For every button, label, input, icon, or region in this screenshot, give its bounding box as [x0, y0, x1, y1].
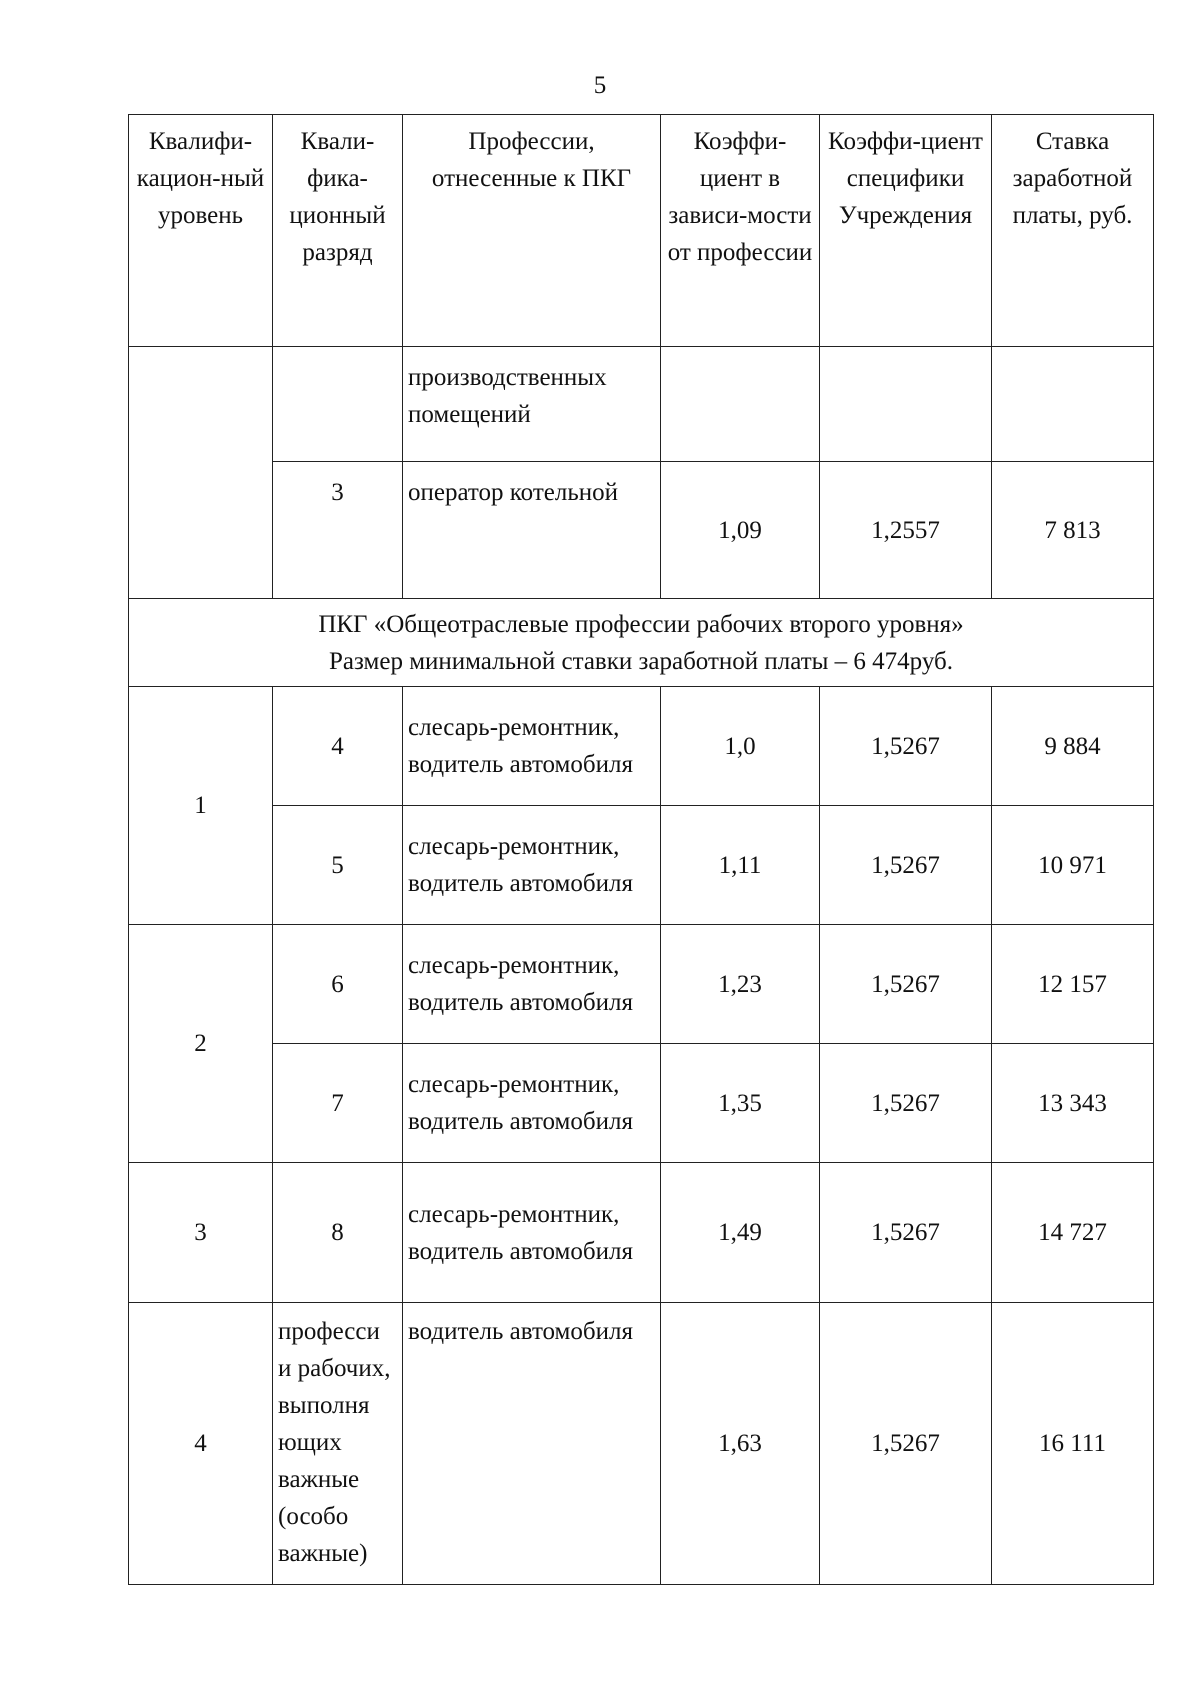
coef-profession-cell: 1,23: [661, 925, 820, 1044]
profession-cell: слесарь-ремонтник, водитель автомобиля: [403, 925, 661, 1044]
coef-specific-cell: 1,5267: [820, 687, 992, 806]
level-cell: 1: [129, 687, 273, 925]
group-heading: [129, 599, 1154, 687]
profession-cell: слесарь-ремонтник, водитель автомобиля: [403, 687, 661, 806]
grade-cell: 6: [273, 925, 403, 1044]
header-grade: Квали-фика-ционный разряд: [273, 115, 403, 347]
header-rate: Ставка заработной платы, руб.: [992, 115, 1154, 347]
profession-cell: водитель автомобиля: [403, 1303, 661, 1585]
rate-cell: 9 884: [992, 687, 1154, 806]
profession-cell: слесарь-ремонтник, водитель автомобиля: [403, 1163, 661, 1303]
coef-profession-cell: 1,11: [661, 806, 820, 925]
coef-specific-cell: 1,5267: [820, 1303, 992, 1585]
profession-cell: производственных помещений: [403, 347, 661, 462]
rate-cell: 16 111: [992, 1303, 1154, 1585]
grade-cell: 3: [273, 462, 403, 599]
coef-specific-cell: 1,5267: [820, 1163, 992, 1303]
grade-cell: 7: [273, 1044, 403, 1163]
level-cell: 3: [129, 1163, 273, 1303]
coef-profession-cell: 1,63: [661, 1303, 820, 1585]
grade-cell-empty: [273, 347, 403, 462]
profession-cell: оператор котельной: [403, 462, 661, 599]
table-row: [129, 806, 1154, 925]
table-row: [129, 1163, 1154, 1303]
table-row: [129, 1044, 1154, 1163]
rate-cell: 13 343: [992, 1044, 1154, 1163]
header-coef-profession: Коэффи-циент в зависи-мости от профессии: [661, 115, 820, 347]
header-coef-specific: Коэффи-циент специфики Учреждения: [820, 115, 992, 347]
coef-profession-cell: 1,0: [661, 687, 820, 806]
rate-cell: 10 971: [992, 806, 1154, 925]
coef-profession-cell: 1,49: [661, 1163, 820, 1303]
coef-specific-cell: 1,5267: [820, 1044, 992, 1163]
header-level: Квалифи-кацион-ный уровень: [129, 115, 273, 347]
group-title: ПКГ «Общеотраслевые профессии рабочих второго уровня»: [318, 610, 964, 638]
group-heading-row: [129, 599, 1154, 687]
profession-cell: слесарь-ремонтник, водитель автомобиля: [403, 1044, 661, 1163]
level-cell-empty: [129, 347, 273, 599]
coef-profession-cell-empty: [661, 347, 820, 462]
group-min-rate: Размер минимальной ставки заработной платы – 6 474руб.: [329, 647, 953, 675]
table-row: [129, 687, 1154, 806]
profession-cell: слесарь-ремонтник, водитель автомобиля: [403, 806, 661, 925]
table-row: [129, 1303, 1154, 1585]
level-cell: 2: [129, 925, 273, 1163]
rate-cell: 7 813: [992, 462, 1154, 599]
table-row: [129, 462, 1154, 599]
table-row: [129, 347, 1154, 462]
coef-specific-cell-empty: [820, 347, 992, 462]
grade-cell: 4: [273, 687, 403, 806]
rate-cell: 14 727: [992, 1163, 1154, 1303]
rate-cell: 12 157: [992, 925, 1154, 1044]
grade-cell: 8: [273, 1163, 403, 1303]
grade-cell: професси и рабочих, выполня ющих важные (особо важные): [273, 1303, 403, 1585]
rate-cell-empty: [992, 347, 1154, 462]
coef-profession-cell: 1,35: [661, 1044, 820, 1163]
coef-specific-cell: 1,5267: [820, 925, 992, 1044]
salary-table: [128, 114, 1154, 1585]
page-number: 5: [593, 72, 607, 99]
level-cell: 4: [129, 1303, 273, 1585]
coef-profession-cell: 1,09: [661, 462, 820, 599]
coef-specific-cell: 1,5267: [820, 806, 992, 925]
table-row: [129, 925, 1154, 1044]
header-profession: Профессии, отнесенные к ПКГ: [403, 115, 661, 347]
table-header-row: [129, 115, 1154, 347]
grade-cell: 5: [273, 806, 403, 925]
coef-specific-cell: 1,2557: [820, 462, 992, 599]
